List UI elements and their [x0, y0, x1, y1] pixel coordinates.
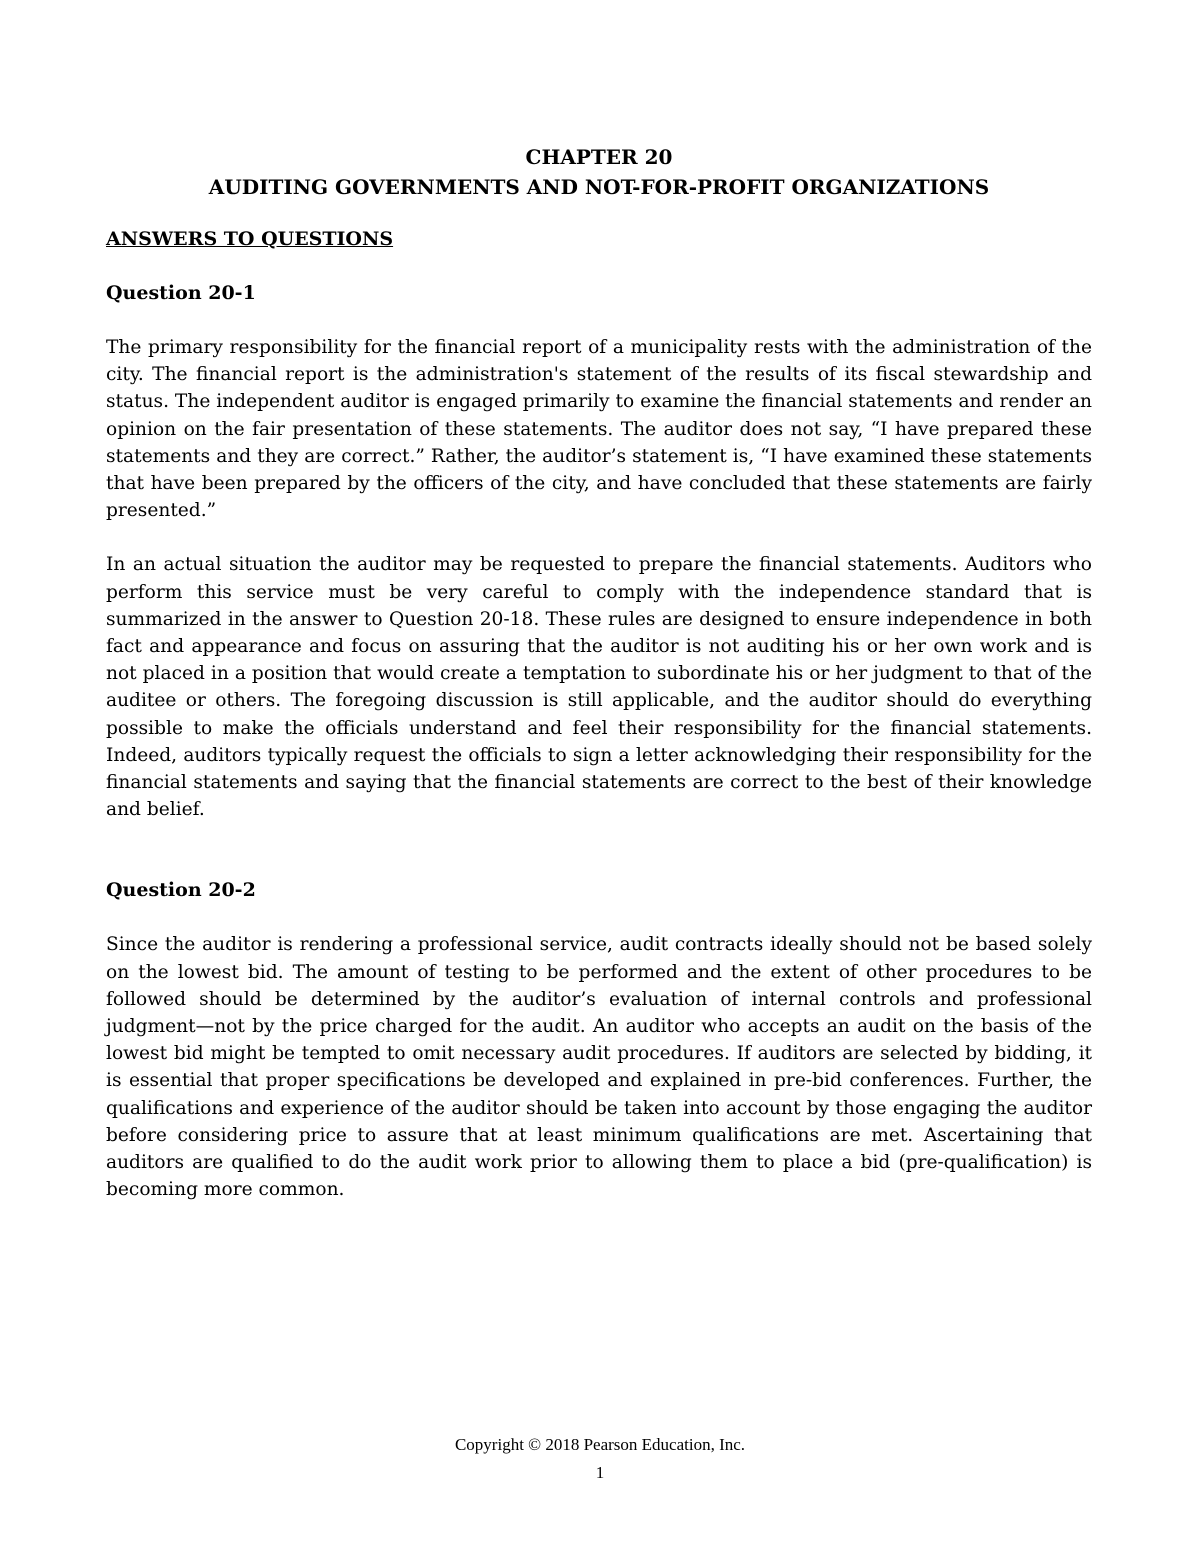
copyright-notice: Copyright © 2018 Pearson Education, Inc. — [454, 1435, 746, 1454]
answer-paragraph: The primary responsibility for the financial report of a municipality rests with the administration of the city. The financial report is the administration's statement of the results of its fiscal stewardship and status. The independent auditor is engaged primarily to examine the financial statements and render an opinion on the fair presentation of these statements. The auditor does not say, “I have prepared these statements and they are correct.” Rather, the auditor’s statement is, “I have examined these statements that have been prepared by the officers of the city, and have concluded that these statements are fairly presented.” — [106, 337, 1092, 522]
question-heading: Question 20-1 — [106, 282, 256, 304]
chapter-title: AUDITING GOVERNMENTS AND NOT-FOR-PROFIT ORGANIZATIONS — [208, 175, 990, 199]
page-number: 1 — [595, 1463, 605, 1482]
document-body — [106, 142, 1092, 1203]
section-heading: ANSWERS TO QUESTIONS — [106, 228, 394, 250]
answer-paragraph: Since the auditor is rendering a professional service, audit contracts ideally should not be based solely on the lowest bid. The amount of testing to be performed and the extent of other procedures to be followed should be determined by the auditor’s evaluation of internal controls and professional judgment—not by the price charged for the audit. An auditor who accepts an audit on the basis of the lowest bid might be tempted to omit necessary audit procedures. If auditors are selected by bidding, it is essential that proper specifications be developed and explained in pre-bid conferences. Further, the qualifications and experience of the auditor should be taken into account by those engaging the auditor before considering price to assure that at least minimum qualifications are met. Ascertaining that auditors are qualified to do the audit work prior to allowing them to place a bid (pre-qualification) is becoming more common. — [106, 934, 1092, 1201]
answer-paragraph: In an actual situation the auditor may be requested to prepare the financial statements. Auditors who perform this service must be very careful to comply with the independence standard that is summarized in the answer to Question 20-18. These rules are designed to ensure independence in both fact and appearance and focus on assuring that the auditor is not auditing his or her own work and is not placed in a position that would create a temptation to subordinate his or her judgment to that of the auditee or others. The foregoing discussion is still applicable, and the auditor should do everything possible to make the officials understand and feel their responsibility for the financial statements. Indeed, auditors typically request the officials to sign a letter acknowledging their responsibility for the financial statements and saying that the financial statements are correct to the best of their knowledge and belief. — [106, 554, 1092, 821]
chapter-number: CHAPTER 20 — [525, 145, 673, 169]
question-heading: Question 20-2 — [106, 879, 256, 902]
